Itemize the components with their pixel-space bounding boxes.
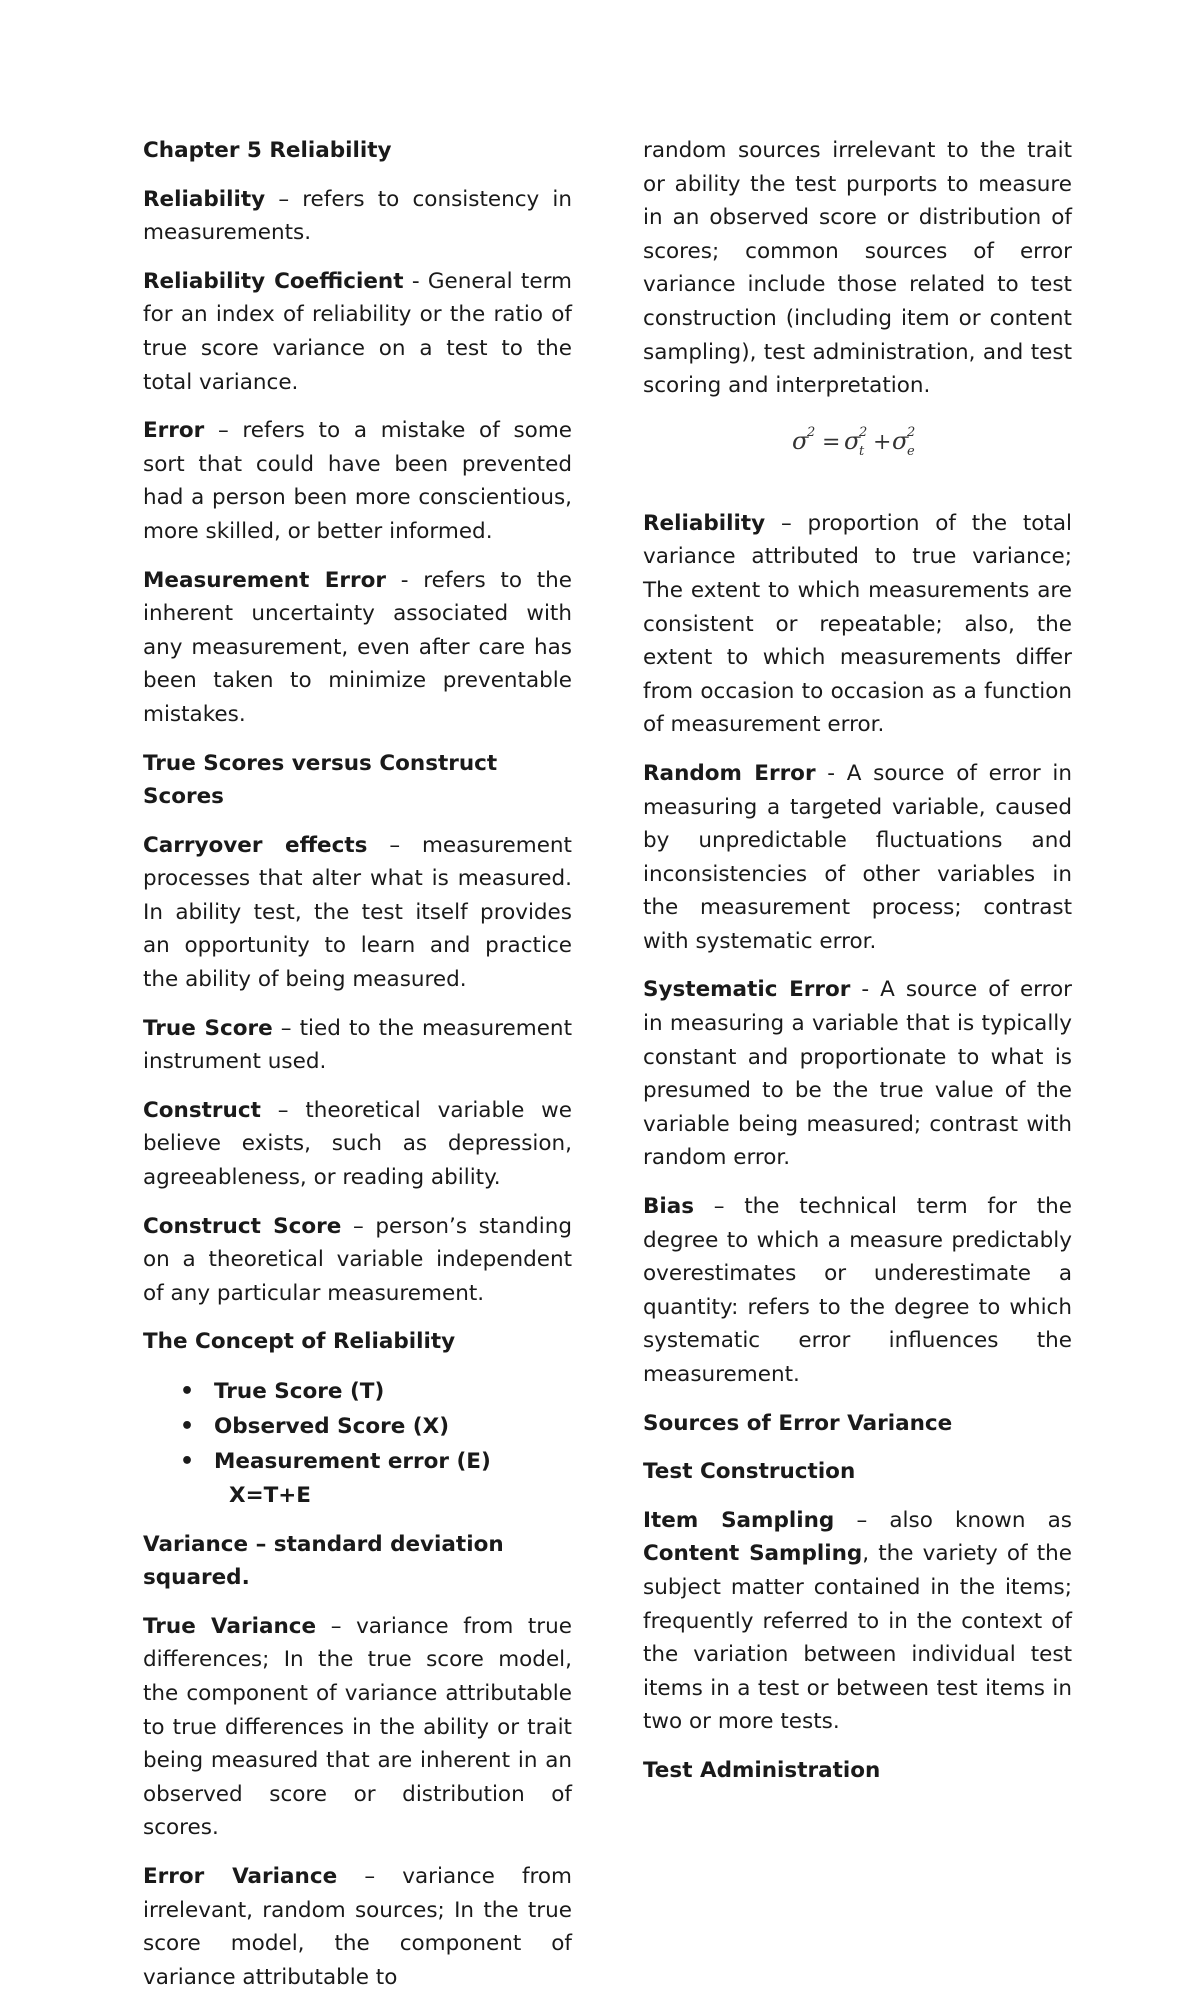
definition-random-error bbox=[643, 757, 1072, 959]
section-heading-sources-of-error-variance: Sources of Error Variance bbox=[643, 1410, 953, 1436]
definition-text: - A source of error in measuring a variable that is typically constant and proportionate to what is presumed to be the true value of the variable being measured; contrast with random error. bbox=[643, 977, 1072, 1171]
term: Bias bbox=[643, 1194, 695, 1220]
definition-text: – measurement processes that alter what is measured. In ability test, the test itself provides an opportunity to learn and practice the ability of being measured. bbox=[143, 832, 572, 993]
definition-carryover-effects bbox=[143, 829, 572, 997]
term: Construct Score bbox=[143, 1213, 342, 1239]
definition-text: - General term for an index of reliability or the ratio of true score variance on a test to the total variance. bbox=[143, 268, 572, 395]
score-formula: X=T+E bbox=[229, 1483, 311, 1508]
concept-bullet-list bbox=[143, 1374, 572, 1479]
term: Error bbox=[143, 418, 205, 444]
definition-systematic-error bbox=[643, 973, 1072, 1175]
definition-text: , the variety of the subject matter contained in the items; frequently referred to in the context of the variation between individual test items in a test or between test items in two or more tests. bbox=[643, 1541, 1072, 1735]
definition-item-sampling bbox=[643, 1504, 1072, 1739]
term: Error Variance bbox=[143, 1863, 338, 1889]
definition-bias bbox=[643, 1190, 1072, 1392]
term: True Score bbox=[143, 1015, 273, 1041]
term: Random Error bbox=[643, 760, 816, 786]
term: Measurement Error bbox=[143, 567, 386, 593]
list-item: • True Score (T) bbox=[214, 1374, 572, 1409]
definition-text: – variance from true differences; In the true score model, the component of variance attributable to true differences in the ability or trait being measured that are inherent in an observed score or distribution of scores. bbox=[143, 1613, 572, 1841]
definition-text: - refers to the inherent uncertainty associated with any measurement, even after care has been taken to minimize preventable mistakes. bbox=[143, 567, 572, 727]
definition-text: – refers to consistency in measurements. bbox=[143, 186, 572, 246]
section-heading-concept-of-reliability: The Concept of Reliability bbox=[143, 1329, 456, 1355]
term: Reliability bbox=[143, 186, 266, 212]
term: Systematic Error bbox=[643, 977, 851, 1003]
term: Reliability bbox=[643, 510, 766, 536]
term: Construct bbox=[143, 1097, 261, 1123]
definition-text: – theoretical variable we believe exists, such as depression, agreeableness, or reading ability. bbox=[143, 1097, 572, 1191]
definition-measurement-error bbox=[143, 564, 572, 732]
svg-text:=: = bbox=[821, 429, 840, 455]
svg-text:σ: σ bbox=[843, 426, 860, 455]
definition-text: – proportion of the total variance attributed to true variance; The extent to which measurements are consistent or repeatable; also, the extent to which measurements differ from occasion to occasion as a function of measurement error. bbox=[643, 510, 1072, 738]
section-heading-test-administration: Test Administration bbox=[643, 1757, 881, 1783]
term: Item Sampling bbox=[643, 1507, 835, 1533]
section-heading-test-construction: Test Construction bbox=[643, 1459, 856, 1485]
svg-text:e: e bbox=[906, 443, 915, 459]
definition-true-variance bbox=[143, 1610, 572, 1845]
definition-construct-score bbox=[143, 1210, 572, 1311]
section-heading-true-vs-construct: True Scores versus Construct Scores bbox=[143, 750, 498, 810]
term: True Variance bbox=[143, 1613, 317, 1639]
svg-text:2: 2 bbox=[906, 424, 915, 440]
definition-text: – refers to a mistake of some sort that could have been prevented had a person been more conscientious, more skilled, or better informed. bbox=[143, 418, 572, 544]
svg-text:+: + bbox=[872, 429, 891, 455]
term: Carryover effects bbox=[143, 832, 368, 858]
term: Content Sampling bbox=[643, 1541, 863, 1567]
definition-reliability bbox=[143, 183, 572, 250]
right-column bbox=[643, 134, 1072, 1803]
definition-text: – variance from irrelevant, random sources; In the true score model, the component of variance attributable to bbox=[143, 1863, 572, 1990]
svg-text:2: 2 bbox=[806, 424, 815, 440]
definition-text: - A source of error in measuring a targeted variable, caused by unpredictable fluctuations and inconsistencies of other variables in the measurement process; contrast with systematic error. bbox=[643, 760, 1072, 954]
term: Reliability Coefficient bbox=[143, 268, 404, 294]
chapter-title: Chapter 5 Reliability bbox=[143, 138, 392, 163]
svg-text:t: t bbox=[858, 443, 864, 459]
definition-text: – tied to the measurement instrument used. bbox=[143, 1015, 572, 1075]
variance-heading: Variance – standard deviation squared. bbox=[143, 1531, 504, 1591]
definition-text: – also known as bbox=[834, 1507, 1072, 1533]
definition-error-variance bbox=[143, 1860, 572, 1994]
svg-text:σ: σ bbox=[791, 426, 808, 455]
svg-text:σ: σ bbox=[891, 426, 908, 455]
list-item: • Measurement error (E) bbox=[214, 1444, 572, 1479]
definition-reliability-proportion bbox=[643, 507, 1072, 742]
definition-text: – the technical term for the degree to which a measure predictably overestimates or underestimate a quantity: refers to the degree to which systematic error influences the measurement. bbox=[643, 1194, 1072, 1387]
variance-equation bbox=[643, 421, 1072, 461]
svg-text:2: 2 bbox=[858, 424, 867, 440]
left-column bbox=[143, 134, 572, 2009]
definition-true-score bbox=[143, 1012, 572, 1079]
error-variance-continuation: random sources irrelevant to the trait or ability the test purports to measure in an observed score or distribution of scores; common sources of error variance include those related to test construction (including item or content sampling), test administration, and test scoring and interpretation. bbox=[643, 138, 1072, 399]
definition-construct bbox=[143, 1094, 572, 1195]
definition-error bbox=[143, 414, 572, 548]
definition-reliability-coefficient bbox=[143, 265, 572, 399]
definition-text: – person’s standing on a theoretical variable independent of any particular measurement. bbox=[143, 1213, 572, 1306]
variance-equation-graphic bbox=[788, 421, 928, 461]
list-item: • Observed Score (X) bbox=[214, 1409, 572, 1444]
